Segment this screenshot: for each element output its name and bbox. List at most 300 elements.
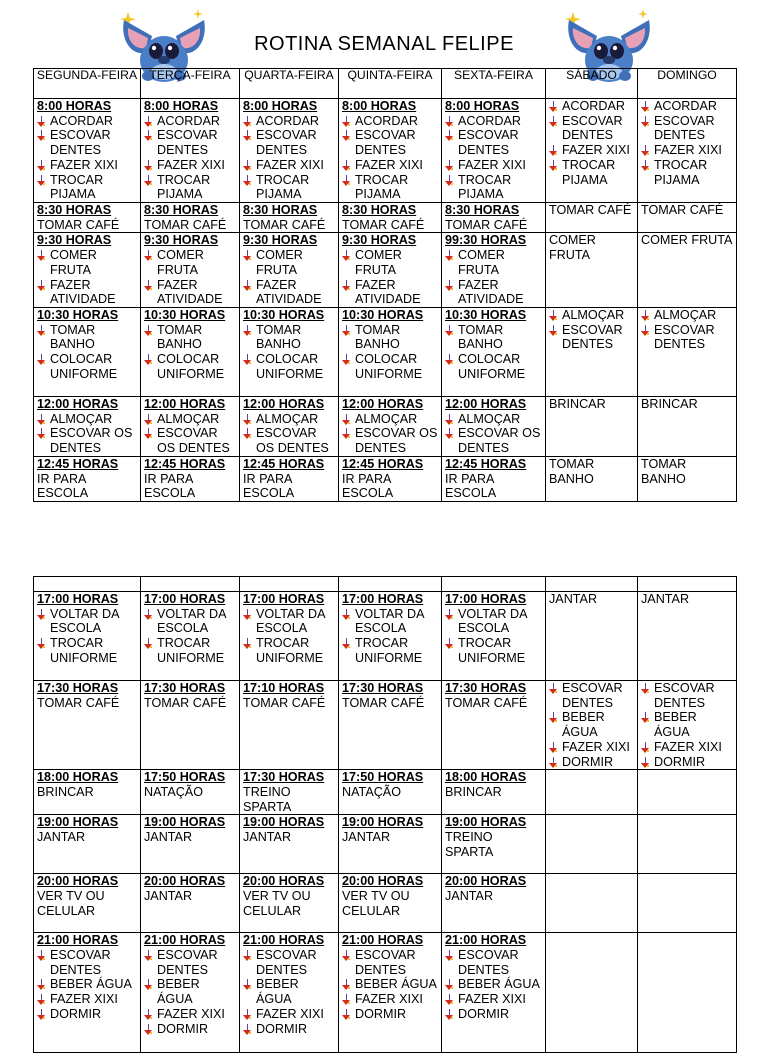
schedule-cell [34,233,141,308]
bullet-arrow-icon [243,130,251,141]
bullet-arrow-icon [144,638,152,649]
bullet-arrow-icon [445,325,453,336]
activity-item [342,158,438,173]
bullet-arrow-icon [641,116,649,127]
activity-item [641,710,733,739]
activity-item [342,948,438,977]
time-label: 12:00 HORAS [144,396,226,411]
schedule-cell [240,592,339,681]
activity-item [342,352,438,381]
schedule-cell [546,770,638,815]
bullet-arrow-icon [144,250,152,261]
time-label: 12:00 HORAS [445,396,527,411]
bullet-arrow-icon [144,1024,152,1035]
bullet-arrow-icon [549,757,557,768]
bullet-arrow-icon [243,250,251,261]
schedule-row [34,307,737,396]
schedule-cell [240,933,339,1053]
bullet-arrow-icon [37,414,45,425]
schedule-cell [442,815,546,874]
day-header-row [34,69,737,99]
activity-text: TOMAR CAFÉ [144,695,227,710]
schedule-cell [442,874,546,933]
schedule-cell [34,203,141,233]
activity-text: JANTAR [243,830,292,845]
bullet-arrow-icon [37,609,45,620]
schedule-row [34,592,737,681]
bullet-arrow-icon [549,310,557,321]
time-label: 19:00 HORAS [37,815,119,830]
activity-item [37,323,137,352]
activity-text: VER TV OU CELULAR [243,889,311,918]
bullet-arrow-icon [144,325,152,336]
activity-item [342,173,438,202]
activity-text: JANTAR [641,592,690,606]
activity-item-text: BEBER ÁGUA [355,977,437,992]
activity-item-text: ESCOVAR DENTES [458,948,519,977]
schedule-cell [240,233,339,308]
bullet-arrow-icon [243,160,251,171]
time-label: 10:30 HORAS [342,307,424,322]
activity-item [37,158,137,173]
bullet-arrow-icon [342,609,350,620]
activity-item-text: BEBER ÁGUA [458,977,540,992]
activity-item [144,607,236,636]
activity-item [445,992,542,1007]
bullet-arrow-icon [37,250,45,261]
activity-item-text: FAZER XIXI [458,157,526,172]
schedule-row [34,233,737,308]
activity-text: IR PARA ESCOLA [342,471,394,501]
day-header: SEXTA-FEIRA [442,69,546,99]
time-label: 17:00 HORAS [37,592,119,606]
schedule-cell [546,681,638,770]
time-label: 12:00 HORAS [342,396,424,411]
bullet-arrow-icon [342,414,350,425]
schedule-cell [339,770,442,815]
bullet-arrow-icon [243,414,251,425]
time-label: 10:30 HORAS [243,307,325,322]
activity-item [342,992,438,1007]
bullet-arrow-icon [144,609,152,620]
schedule-cell [141,396,240,456]
activity-text: IR PARA ESCOLA [445,471,497,501]
bullet-arrow-icon [144,160,152,171]
schedule-cell [546,396,638,456]
activity-item [549,99,634,114]
time-label: 12:45 HORAS [445,456,527,471]
activity-item-text: FAZER ATIVIDADE [458,277,524,307]
bullet-arrow-icon [37,638,45,649]
activity-item-text: ESCOVAR DENTES [654,322,715,352]
schedule-cell [638,681,737,770]
bullet-arrow-icon [342,160,350,171]
activity-item [549,755,634,770]
time-label: 17:00 HORAS [243,592,325,606]
schedule-cell [442,99,546,203]
activity-text: NATAÇÃO [144,784,204,799]
bullet-arrow-icon [445,280,453,291]
schedule-cell [34,99,141,203]
schedule-cell [141,874,240,933]
schedule-cell [34,396,141,456]
activity-item [445,128,542,157]
schedule-cell [638,203,737,233]
bullet-arrow-icon [144,1009,152,1020]
time-label: 8:00 HORAS [243,99,318,113]
activity-text: TOMAR CAFÉ [243,695,326,710]
activity-item-text: FAZER ATIVIDADE [50,277,116,307]
activity-text: TOMAR CAFÉ [37,695,120,710]
activity-item-text: DORMIR [458,1006,510,1021]
schedule-cell [442,770,546,815]
bullet-arrow-icon [445,250,453,261]
bullet-arrow-icon [243,609,251,620]
activity-item [342,248,438,277]
activity-item-text: FAZER XIXI [458,992,526,1007]
activity-item [445,158,542,173]
schedule-cell [339,815,442,874]
schedule-cell [546,933,638,1053]
time-label: 10:30 HORAS [37,307,119,322]
schedule-table-morning [33,68,737,502]
activity-item-text: TROCAR PIJAMA [458,172,512,202]
activity-item [445,948,542,977]
schedule-cell [442,307,546,396]
bullet-arrow-icon [445,354,453,365]
day-header: QUARTA-FEIRA [240,69,339,99]
activity-item [144,323,236,352]
bullet-arrow-icon [342,325,350,336]
bullet-arrow-icon [445,638,453,649]
activity-item [243,114,335,129]
activity-text: JANTAR [37,830,86,845]
activity-text: NATAÇÃO [342,784,402,799]
time-label: 17:30 HORAS [445,681,527,695]
bullet-arrow-icon [445,428,453,439]
bullet-arrow-icon [144,979,152,990]
time-label: 8:30 HORAS [144,203,219,217]
bullet-arrow-icon [641,310,649,321]
bullet-arrow-icon [342,280,350,291]
activity-item [445,352,542,381]
activity-item-text: COMER FRUTA [458,248,505,277]
activity-text: TOMAR CAFÉ [445,217,528,232]
activity-item [445,1007,542,1022]
activity-item [37,977,137,992]
schedule-cell [34,770,141,815]
activity-item [243,412,335,427]
activity-item [144,948,236,977]
schedule-cell [442,456,546,501]
activity-text: BRINCAR [445,784,502,799]
time-label: 20:00 HORAS [243,874,325,889]
schedule-cell [339,233,442,308]
activity-item [144,352,236,381]
schedule-cell [339,577,442,592]
activity-item-text: ESCOVAR DENTES [654,113,715,143]
activity-item-text: ESCOVAR DENTES [562,681,623,710]
activity-item-text: ALMOÇAR [256,411,319,426]
activity-item [641,755,733,770]
activity-item [144,173,236,202]
activity-item [243,323,335,352]
activity-item-text: TOMAR BANHO [458,322,504,352]
schedule-cell [638,99,737,203]
bullet-arrow-icon [641,742,649,753]
activity-item [144,158,236,173]
schedule-cell [34,681,141,770]
bullet-arrow-icon [445,130,453,141]
bullet-arrow-icon [342,354,350,365]
activity-text: TOMAR CAFÉ [641,203,724,217]
activity-item [144,114,236,129]
time-label: 20:00 HORAS [144,874,226,889]
bullet-arrow-icon [445,414,453,425]
activity-item-text: COLOCAR UNIFORME [157,352,225,381]
activity-item [641,740,733,755]
schedule-cell [240,577,339,592]
activity-item [37,426,137,455]
activity-item-text: ESCOVAR DENTES [256,128,317,158]
activity-item [641,323,733,352]
schedule-cell [638,577,737,592]
activity-item-text: ALMOÇAR [654,307,717,322]
activity-item-text: ESCOVAR OS DENTES [355,426,438,456]
activity-item-text: TOMAR BANHO [256,322,302,352]
activity-item [37,173,137,202]
activity-item-text: DORMIR [50,1006,102,1021]
bullet-arrow-icon [549,160,557,171]
activity-item [37,278,137,307]
activity-text: VER TV OU CELULAR [342,889,410,918]
activity-item-text: ESCOVAR DENTES [50,128,111,158]
activity-item [549,323,634,352]
schedule-cell [240,307,339,396]
schedule-cell [240,681,339,770]
activity-item [445,114,542,129]
activity-text: JANTAR [144,889,193,904]
page-title: ROTINA SEMANAL FELIPE [254,33,514,55]
activity-text: TOMAR CAFÉ [342,217,425,232]
bullet-arrow-icon [549,101,557,112]
bullet-arrow-icon [549,742,557,753]
time-label: 17:30 HORAS [243,770,325,785]
time-label: 17:10 HORAS [243,681,325,695]
schedule-cell [442,233,546,308]
schedule-cell [34,456,141,501]
bullet-arrow-icon [342,638,350,649]
schedule-row [34,770,737,815]
activity-text: IR PARA ESCOLA [144,471,196,501]
time-label: 19:00 HORAS [342,815,424,830]
activity-item-text: ESCOVAR DENTES [50,948,111,977]
activity-item-text: ESCOVAR DENTES [355,948,416,977]
activity-item [445,607,542,636]
activity-item-text: COLOCAR UNIFORME [355,352,423,381]
activity-item-text: TROCAR PIJAMA [50,172,104,202]
activity-item [445,412,542,427]
schedule-cell [546,233,638,308]
bullet-arrow-icon [144,280,152,291]
schedule-row [34,396,737,456]
activity-item-text: ESCOVAR DENTES [654,681,715,710]
activity-item [37,412,137,427]
activity-item [549,308,634,323]
activity-item-text: ESCOVAR OS DENTES [458,426,541,456]
bullet-arrow-icon [445,175,453,186]
bullet-arrow-icon [144,950,152,961]
time-label: 9:30 HORAS [37,233,112,248]
time-label: 17:30 HORAS [144,681,226,695]
schedule-cell [638,770,737,815]
activity-item-text: TROCAR PIJAMA [256,172,310,202]
schedule-cell [339,456,442,501]
activity-item-text: ESCOVAR OS DENTES [157,426,230,456]
bullet-arrow-icon [445,994,453,1005]
activity-text: TOMAR CAFÉ [342,695,425,710]
activity-item-text: TOMAR BANHO [157,322,203,352]
activity-item-text: COMER FRUTA [157,248,204,277]
activity-item-text: TROCAR PIJAMA [157,172,211,202]
activity-item-text: ESCOVAR OS DENTES [256,426,329,456]
activity-text: TOMAR BANHO [641,456,687,486]
schedule-cell [638,592,737,681]
activity-item-text: BEBER ÁGUA [562,710,605,740]
time-label: 12:45 HORAS [144,456,226,471]
activity-text: TOMAR CAFÉ [243,217,326,232]
bullet-arrow-icon [144,414,152,425]
activity-item [144,128,236,157]
schedule-cell [546,307,638,396]
activity-item [243,278,335,307]
schedule-cell [141,933,240,1053]
activity-text: TOMAR CAFÉ [445,695,528,710]
schedule-cell [546,815,638,874]
schedule-cell [240,203,339,233]
activity-item [243,1007,335,1022]
day-header: SÁBADO [546,69,638,99]
time-label: 20:00 HORAS [37,874,119,889]
activity-item [37,607,137,636]
schedule-cell [141,99,240,203]
time-label: 17:30 HORAS [342,681,424,695]
schedule-row [34,577,737,592]
activity-item-text: FAZER XIXI [562,739,630,754]
bullet-arrow-icon [37,130,45,141]
activity-item-text: VOLTAR DA ESCOLA [458,606,527,636]
time-label: 8:00 HORAS [37,99,112,113]
activity-item-text: FAZER ATIVIDADE [355,277,421,307]
activity-text: JANTAR [549,592,598,606]
time-label: 8:00 HORAS [144,99,219,113]
schedule-row [34,456,737,501]
activity-item [37,1007,137,1022]
schedule-cell [141,456,240,501]
activity-item-text: ESCOVAR DENTES [562,322,623,352]
day-header: SEGUNDA-FEIRA [34,69,141,99]
bullet-arrow-icon [445,1009,453,1020]
activity-text: BRINCAR [37,784,94,799]
schedule-cell [546,203,638,233]
activity-item [641,99,733,114]
activity-item [549,740,634,755]
bullet-arrow-icon [243,116,251,127]
schedule-cell [141,203,240,233]
schedule-cell [638,456,737,501]
schedule-cell [442,681,546,770]
activity-item [243,636,335,665]
activity-item-text: FAZER XIXI [256,157,324,172]
bullet-arrow-icon [37,1009,45,1020]
schedule-cell [339,99,442,203]
time-label: 8:30 HORAS [37,203,112,217]
time-label: 17:50 HORAS [144,770,226,785]
schedule-cell [442,203,546,233]
schedule-cell [141,681,240,770]
bullet-arrow-icon [144,354,152,365]
activity-item-text: TROCAR UNIFORME [50,636,118,665]
schedule-cell [141,815,240,874]
day-header: QUINTA-FEIRA [339,69,442,99]
activity-item [243,173,335,202]
activity-item-text: FAZER XIXI [50,157,118,172]
activity-item [144,412,236,427]
schedule-cell [546,99,638,203]
activity-item-text: ACORDAR [355,113,418,128]
schedule-cell [240,99,339,203]
activity-item [641,681,733,710]
bullet-arrow-icon [549,325,557,336]
time-label: 12:45 HORAS [37,456,119,471]
bullet-arrow-icon [144,130,152,141]
schedule-cell [34,815,141,874]
activity-item-text: ALMOÇAR [50,411,113,426]
bullet-arrow-icon [445,116,453,127]
activity-text: TREINO SPARTA [445,830,494,859]
activity-item-text: DORMIR [654,754,706,769]
activity-item-text: FAZER XIXI [157,1006,225,1021]
activity-item-text: TROCAR UNIFORME [355,636,423,665]
time-label: 99:30 HORAS [445,233,527,248]
activity-text: TOMAR CAFÉ [549,203,632,217]
activity-item-text: VOLTAR DA ESCOLA [50,606,119,636]
schedule-cell [442,577,546,592]
activity-text: IR PARA ESCOLA [243,471,295,501]
bullet-arrow-icon [37,175,45,186]
activity-item [641,114,733,143]
schedule-cell [638,307,737,396]
activity-item [445,278,542,307]
activity-item-text: ESCOVAR DENTES [157,948,218,977]
time-label: 12:45 HORAS [342,456,424,471]
schedule-cell [442,933,546,1053]
activity-item [641,308,733,323]
activity-item-text: BEBER ÁGUA [256,977,299,1007]
activity-item [144,278,236,307]
activity-item-text: COLOCAR UNIFORME [256,352,324,381]
activity-item [144,248,236,277]
bullet-arrow-icon [243,638,251,649]
activity-item-text: FAZER XIXI [355,157,423,172]
activity-item-text: DORMIR [562,754,614,769]
activity-item-text: ACORDAR [562,99,625,113]
time-label: 17:50 HORAS [342,770,424,785]
bullet-arrow-icon [243,950,251,961]
activity-item [342,607,438,636]
activity-item-text: COMER FRUTA [256,248,303,277]
activity-item [37,992,137,1007]
